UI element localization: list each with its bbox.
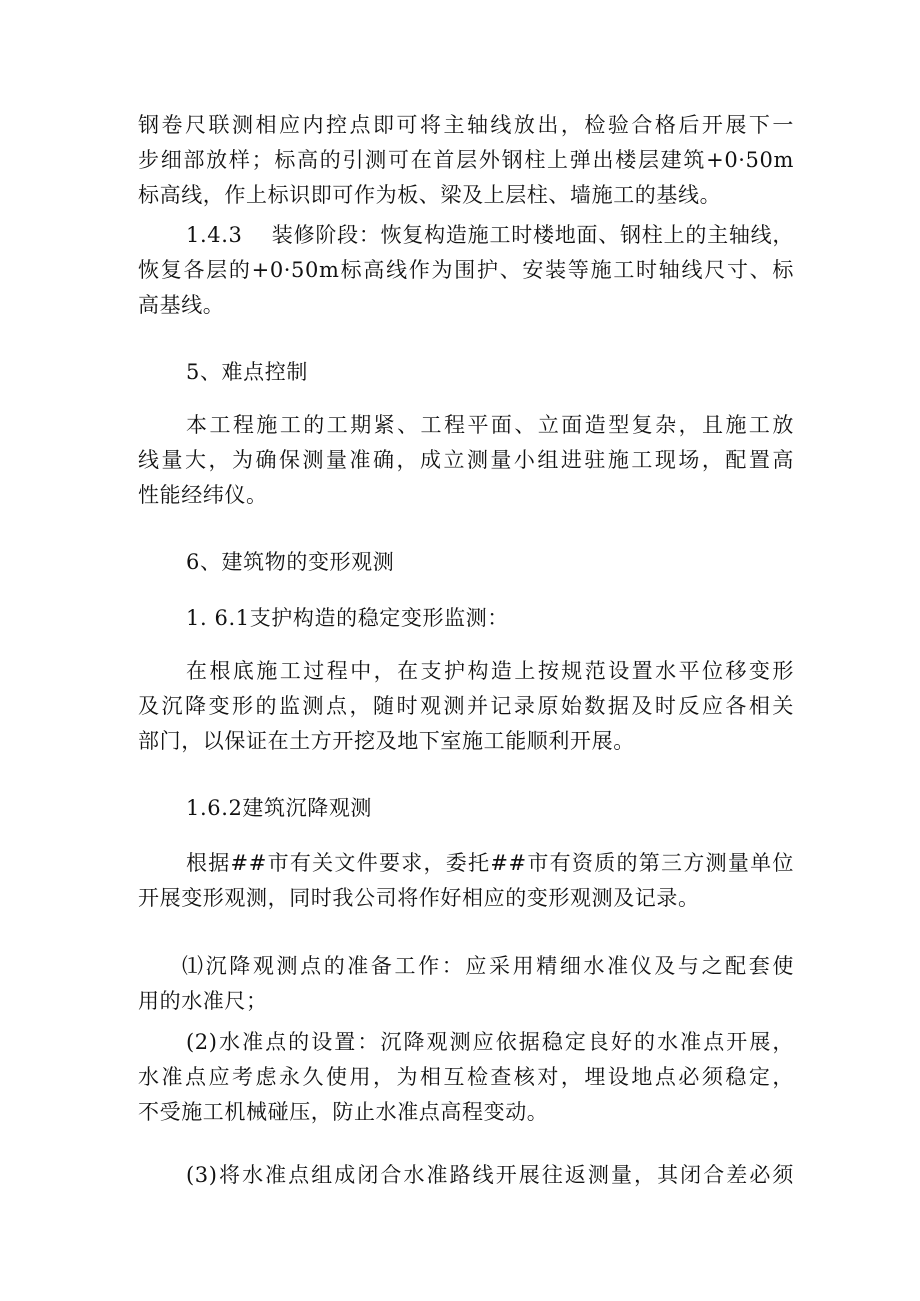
paragraph-6-1-body xyxy=(138,654,794,759)
paragraph-continuation xyxy=(138,108,794,213)
text-line: 性能经纬仪。 xyxy=(138,483,268,507)
text-line: 步细部放样；标高的引测可在首层外钢柱上弹出楼层建筑+0·50m xyxy=(138,148,794,172)
text-line: 部门，以保证在土方开挖及地下室施工能顺利开展。 xyxy=(138,729,635,753)
heading-text: 1.6.2建筑沉降观测 xyxy=(186,796,373,820)
text-line: (3)将水准点组成闭合水准路线开展往返测量，其闭合差必须 xyxy=(186,1163,794,1187)
section-heading-6 xyxy=(138,545,794,580)
paragraph-difficulty xyxy=(138,408,794,513)
text-line: 开展变形观测，同时我公司将作好相应的变形观测及记录。 xyxy=(138,886,700,910)
section-heading-6-2 xyxy=(138,791,794,826)
list-item-1 xyxy=(138,949,794,1019)
paragraph-1-4-3 xyxy=(138,218,794,323)
list-item-2 xyxy=(138,1025,794,1130)
text-line: 根据##市有关文件要求，委托##市有资质的第三方测量单位 xyxy=(186,851,794,875)
text-line: 线量大，为确保测量准确，成立测量小组进驻施工现场，配置高 xyxy=(138,448,794,472)
text-line: 高基线。 xyxy=(138,293,225,317)
text-line: 水准点应考虑永久使用，为相互检查核对，埋设地点必须稳定， xyxy=(138,1065,794,1089)
text-line: 标高线，作上标识即可作为板、梁及上层柱、墙施工的基线。 xyxy=(138,183,722,207)
text-line: 用的水准尺； xyxy=(138,989,268,1013)
text-line: 及沉降变形的监测点，随时观测并记录原始数据及时反应各相关 xyxy=(138,694,794,718)
list-item-3 xyxy=(138,1158,794,1193)
text-line: (2)水准点的设置：沉降观测应依据稳定良好的水准点开展， xyxy=(186,1030,794,1054)
section-heading-5 xyxy=(138,355,794,390)
heading-text: 6、建筑物的变形观测 xyxy=(186,550,395,574)
paragraph-6-2-body xyxy=(138,846,794,916)
text-line: 恢复各层的+0·50m标高线作为围护、安装等施工时轴线尺寸、标 xyxy=(138,258,794,282)
heading-text: 5、难点控制 xyxy=(186,360,308,384)
heading-text: 1. 6.1支护构造的稳定变形监测： xyxy=(186,606,509,630)
text-line: 钢卷尺联测相应内控点即可将主轴线放出，检验合格后开展下一 xyxy=(138,113,794,137)
text-line: 1.4.3 装修阶段：恢复构造施工时楼地面、钢柱上的主轴线， xyxy=(186,223,794,247)
text-line: ⑴沉降观测点的准备工作：应采用精细水准仪及与之配套使 xyxy=(182,954,794,978)
text-line: 不受施工机械碰压，防止水准点高程变动。 xyxy=(138,1100,549,1124)
text-line: 本工程施工的工期紧、工程平面、立面造型复杂，且施工放 xyxy=(186,413,794,437)
section-heading-6-1 xyxy=(138,601,794,636)
text-line: 在根底施工过程中，在支护构造上按规范设置水平位移变形 xyxy=(186,659,794,683)
